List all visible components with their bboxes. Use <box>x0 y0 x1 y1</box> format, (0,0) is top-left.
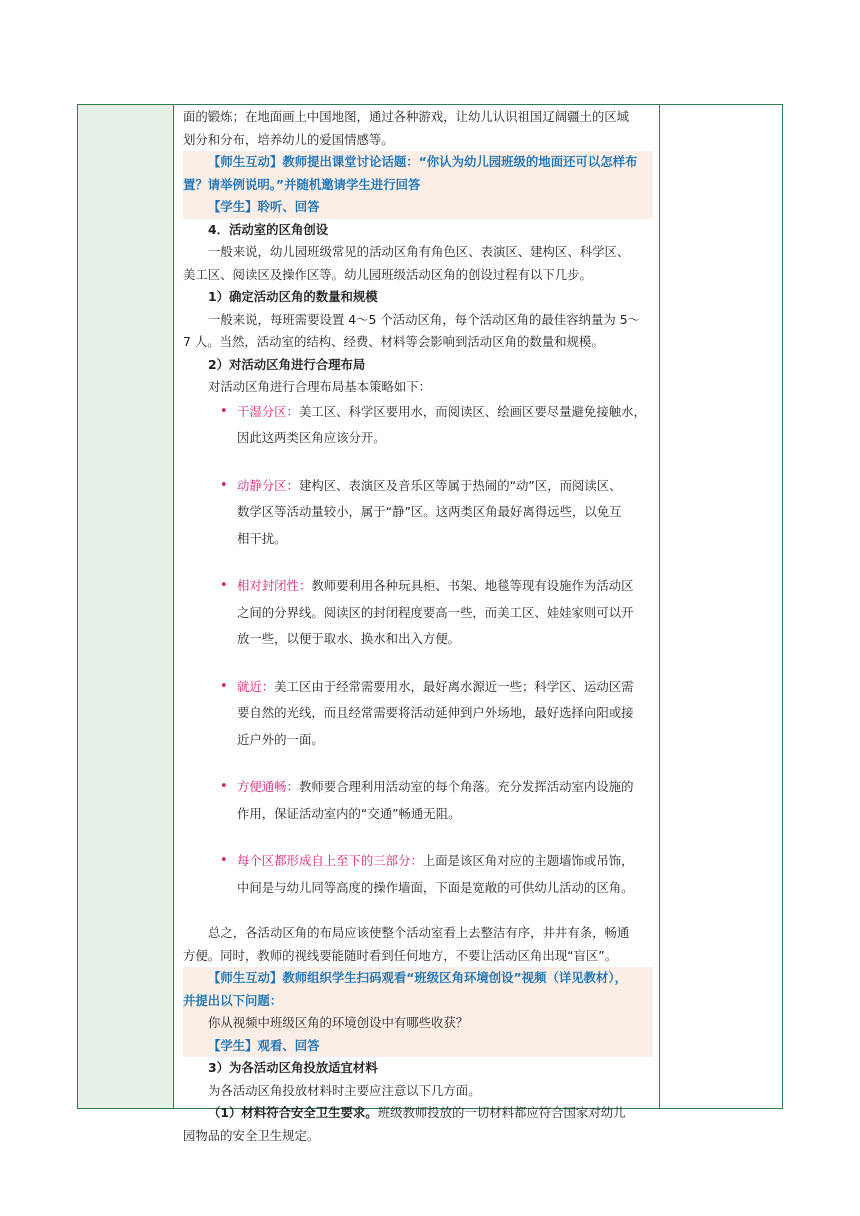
bullet-text: 近户外的一面。 <box>237 731 324 747</box>
bullet-text: 上面是该区角对应的主题墙饰或吊饰， <box>422 853 634 868</box>
bullet-text: 美工区、科学区要用水，而阅读区、绘画区要尽量避免接触水， <box>298 403 646 419</box>
bullet-term: 干湿分区： <box>237 403 299 419</box>
bullet-dot-icon: • <box>220 477 228 493</box>
bullet-text: 美工区由于经常需要用水，最好离水源近一些；科学区、运动区需 <box>274 678 634 694</box>
bullet-term: 动静分区： <box>237 477 299 493</box>
paragraph-line: 划分和分布，培养幼儿的爱国情感等。 <box>183 131 394 147</box>
bullet-text: 教师要合理利用活动室的每个角落。充分发挥活动室内设施的 <box>298 779 634 794</box>
bullet-text: 相干扰。 <box>237 530 287 546</box>
bullet-item <box>183 475 653 551</box>
bullet-text: 放一些，以便于取水、换水和出入方便。 <box>237 631 461 646</box>
bullet-text: 因此这两类区角应该分开。 <box>237 430 386 445</box>
bullet-term: 方便通畅： <box>237 779 299 794</box>
bullet-dot-icon: • <box>220 403 228 419</box>
bullet-dot-icon: • <box>220 853 228 868</box>
subsection-heading: 2）对活动区角进行合理布局 <box>208 356 366 372</box>
bullet-dot-icon: • <box>220 578 228 593</box>
paragraph-line <box>183 1102 653 1125</box>
paragraph-line: 一般来说，幼儿园班级常见的活动区角有角色区、表演区、建构区、科学区、 <box>208 244 630 259</box>
interaction-line: 并提出以下问题： <box>183 992 283 1008</box>
bullet-text: 中间是与幼儿同等高度的操作墙面，下面是宽敞的可供幼儿活动的区角。 <box>237 879 634 895</box>
student-response: 【学生】观看、回答 <box>208 1037 320 1053</box>
bullet-text: 之间的分界线。阅读区的封闭程度要高一些，而美工区、娃娃家则可以开 <box>237 604 634 620</box>
paragraph-line: 7 人。当然，活动室的结构、经费、材料等会影响到活动区角的数量和规模。 <box>183 334 604 349</box>
bullet-dot-icon: • <box>220 678 228 694</box>
subsection-heading: 3）为各活动区角投放适宜材料 <box>208 1060 378 1075</box>
bullet-item <box>183 575 653 651</box>
subsection-heading: 1）确定活动区角的数量和规模 <box>208 289 378 304</box>
bullet-term: 相对封闭性： <box>237 578 312 593</box>
bullet-term: 每个区都形成自上至下的三部分： <box>237 853 423 868</box>
bullet-text: 教师要利用各种玩具柜、书架、地毯等现有设施作为活动区 <box>311 578 634 593</box>
bullet-text: 作用，保证活动室内的“交通”畅通无阻。 <box>237 805 461 821</box>
bullet-item <box>183 676 653 752</box>
student-response: 【学生】聆听、回答 <box>208 199 320 214</box>
point-heading: （1）材料符合安全卫生要求。 <box>208 1105 378 1120</box>
paragraph-line: 面的锻炼；在地面画上中国地图，通过各种游戏，让幼儿认识祖国辽阔疆土的区域 <box>183 109 630 124</box>
lesson-content <box>183 106 653 1147</box>
bullet-text: 数学区等活动量较小，属于“静”区。这两类区角最好离得远些，以免互 <box>237 504 622 519</box>
paragraph-line: 园物品的安全卫生规定。 <box>183 1127 320 1143</box>
right-column <box>660 105 782 1108</box>
section-heading: 4．活动室的区角创设 <box>208 221 329 237</box>
discussion-question: 你从视频中班级区角的环境创设中有哪些收获？ <box>208 1015 469 1030</box>
bullet-dot-icon: • <box>220 779 228 794</box>
interaction-line: 【师生互动】教师提出课堂讨论话题：“你认为幼儿园班级的地面还可以怎样布 <box>208 154 638 169</box>
interaction-line: 置？请举例说明。”并随机邀请学生进行回答 <box>183 176 421 192</box>
bullet-item <box>183 776 653 825</box>
teacher-student-interaction <box>183 151 653 219</box>
interaction-line: 【师生互动】教师组织学生扫码观看“班级区角环境创设”视频（详见教材）， <box>208 970 627 985</box>
paragraph-line: 为各活动区角投放材料时主要应注意以下几方面。 <box>208 1082 481 1098</box>
left-column <box>78 105 174 1108</box>
point-text: 班级教师投放的一切材料都应符合国家对幼儿 <box>377 1105 626 1120</box>
paragraph-line: 总之，各活动区角的布局应该使整个活动室看上去整洁有序，井井有条，畅通 <box>208 925 630 940</box>
bullet-text: 要自然的光线，而且经常需要将活动延伸到户外场地，最好选择向阳或接 <box>237 705 634 720</box>
paragraph-line: 对活动区角进行合理布局基本策略如下： <box>208 379 432 394</box>
bullet-item <box>183 401 653 450</box>
bullet-term: 就近： <box>237 678 275 694</box>
bullet-item <box>183 850 653 899</box>
lesson-table <box>77 104 783 1143</box>
paragraph-line: 一般来说，每班需要设置 4～5 个活动区角，每个活动区角的最佳容纳量为 5～ <box>208 311 640 327</box>
teacher-student-interaction <box>183 967 653 1057</box>
paragraph-line: 美工区、阅读区及操作区等。幼儿园班级活动区角的创设过程有以下几步。 <box>183 266 592 282</box>
paragraph-line: 方便。同时，教师的视线要能随时看到任何地方，不要让活动区角出现“盲区”。 <box>183 947 618 963</box>
bullet-text: 建构区、表演区及音乐区等属于热闹的“动”区，而阅读区、 <box>298 477 622 493</box>
